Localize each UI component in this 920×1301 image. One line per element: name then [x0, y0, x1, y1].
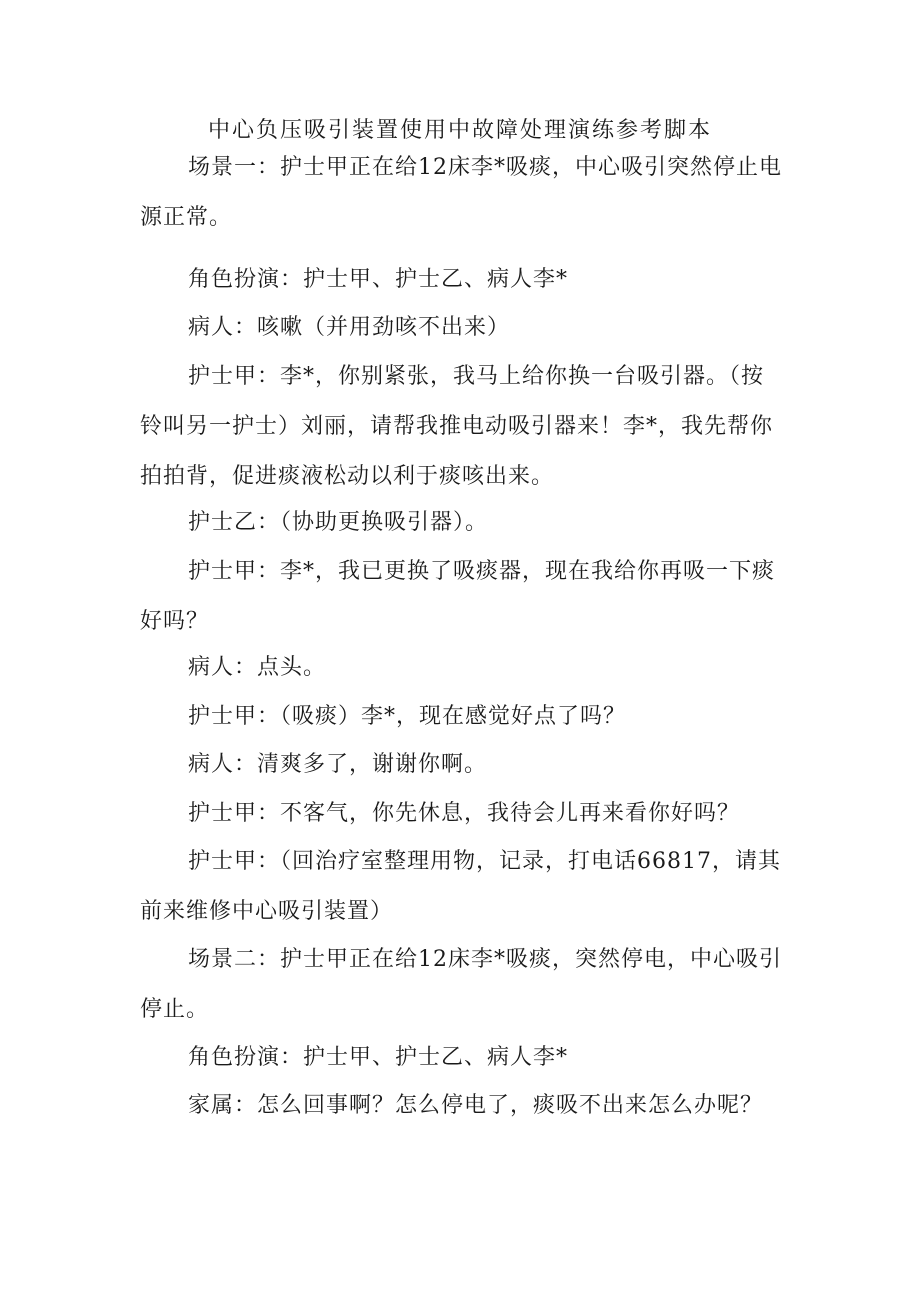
paragraph-scene-two: 场景二：护士甲正在给12床李*吸痰，突然停电，中心吸引停止。: [140, 947, 782, 1022]
document-title: 中心负压吸引装置使用中故障处理演练参考脚本: [207, 118, 712, 143]
paragraph-nurse-a-reassure: 护士甲：李*，你别紧张，我马上给你换一台吸引器。（按铃叫另一护士）刘丽，请帮我推电动吸引器来！李*，我先帮你拍拍背，促进痰液松动以利于痰咳出来。: [140, 364, 774, 489]
paragraph-nurse-b-assist: 护士乙：（协助更换吸引器）。: [188, 510, 489, 535]
paragraph-scene-one: 场景一：护士甲正在给12床李*吸痰，中心吸引突然停止电源正常。: [140, 155, 782, 230]
paragraph-nurse-a-record: 护士甲：（回治疗室整理用物，记录，打电话66817，请其前来维修中心吸引装置）: [140, 849, 781, 924]
paragraph-nurse-a-rest: 护士甲：不客气，你先休息，我待会儿再来看你好吗？: [188, 801, 741, 826]
paragraph-roles-one: 角色扮演：护士甲、护士乙、病人李*: [188, 267, 569, 292]
paragraph-nurse-a-replaced: 护士甲：李*，我已更换了吸痰器，现在我给你再吸一下痰好吗？: [140, 559, 776, 634]
paragraph-patient-cough: 病人：咳嗽（并用劲咳不出来）: [188, 315, 511, 340]
paragraph-patient-thanks: 病人：清爽多了，谢谢你啊。: [188, 752, 488, 777]
paragraph-family-question: 家属：怎么回事啊？怎么停电了，痰吸不出来怎么办呢？: [188, 1093, 764, 1118]
paragraph-nurse-a-suction: 护士甲：（吸痰）李*，现在感觉好点了吗？: [188, 704, 627, 729]
paragraph-patient-nod: 病人：点头。: [188, 655, 327, 680]
paragraph-roles-two: 角色扮演：护士甲、护士乙、病人李*: [188, 1045, 569, 1070]
